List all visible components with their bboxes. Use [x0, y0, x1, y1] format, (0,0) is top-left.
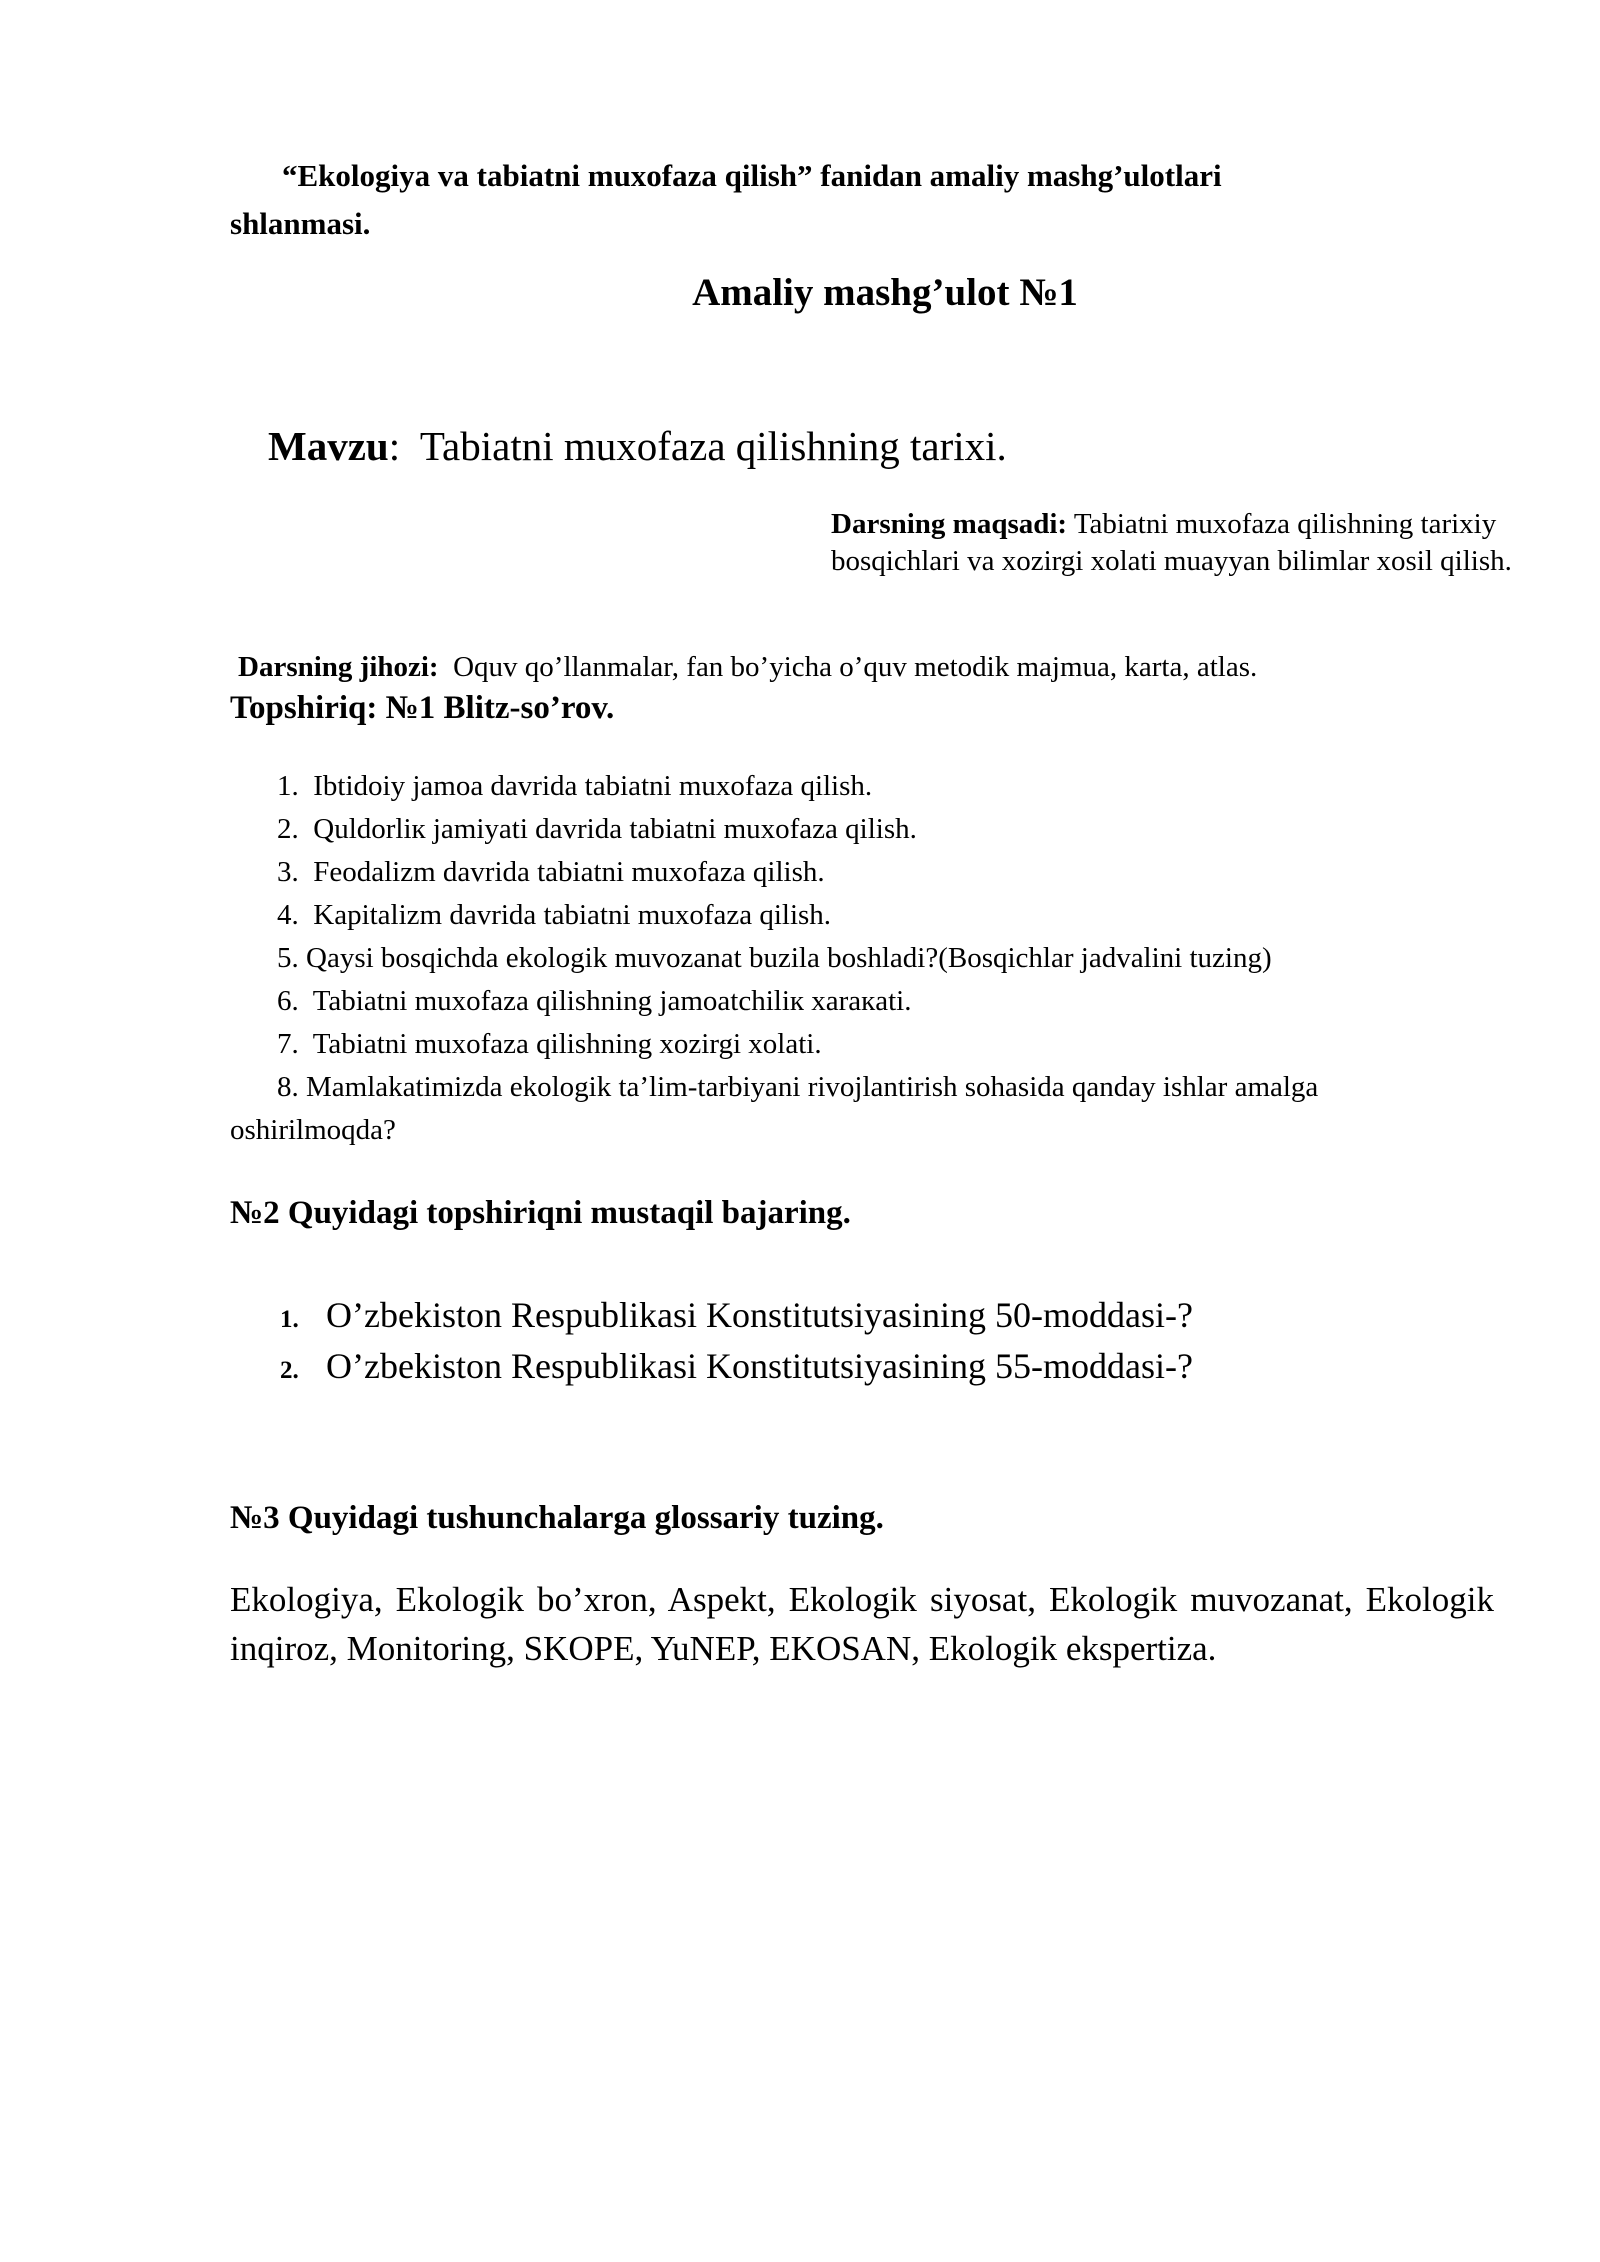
list-item	[280, 1292, 1193, 1343]
list-item-text: Tabiatni muxofaza qilishning xozirgi xolati.	[312, 1028, 822, 1060]
list-item-text: Qaysi bosqichda ekologik muvozanat buzila boshladi?(Bosqichlar jadvalini tuzing)	[306, 942, 1272, 974]
task2-list	[280, 1292, 1193, 1394]
list-item-number: 3.	[277, 856, 299, 888]
heading-line-1: “Ekologiya va tabiatni muxofaza qilish” fanidan amaliy mashg’ulotlari	[282, 158, 1222, 193]
list-item-number: 7.	[277, 1028, 299, 1060]
list-item	[230, 980, 1500, 1023]
list-item-number: 2.	[280, 1357, 299, 1384]
list-item-number: 4.	[277, 899, 299, 931]
heading-line-2: shlanmasi.	[230, 206, 371, 241]
list-item	[230, 937, 1500, 980]
topic-value: Tabiatni muxofaza qilishning tarixi.	[419, 423, 1007, 469]
lesson-title: Amaliy mashg’ulot №1	[692, 271, 1078, 314]
list-item-text: Tabiatni muxofaza qilishning jamoatchiliк хaraкati.	[312, 985, 912, 1017]
task1-list	[230, 765, 1500, 1152]
list-item	[230, 808, 1500, 851]
lesson-goal	[831, 506, 1531, 580]
list-item-number: 1.	[280, 1306, 299, 1333]
list-item	[230, 894, 1500, 937]
topic-separator: :	[388, 423, 401, 469]
list-item-text: Ibtidoiy jamoa davrida tabiatni muxofaza qilish.	[313, 770, 873, 802]
task2-title: №2 Quyidagi topshiriqni mustaqil bajaring.	[230, 1195, 851, 1231]
topic-label: Mavzu	[268, 423, 389, 469]
goal-label: Darsning maqsadi:	[831, 508, 1068, 540]
list-item	[230, 1023, 1500, 1066]
list-item	[280, 1343, 1193, 1394]
document-heading	[230, 152, 1420, 248]
list-item-continuation: oshirilmoqda?	[230, 1114, 396, 1146]
task3-title: №3 Quyidagi tushunchalarga glossariy tuzing.	[230, 1500, 884, 1536]
list-item-text: Quldorliк jamiyati davrida tabiatni muxofaza qilish.	[313, 813, 917, 845]
list-item-text: Mamlakatimizda ekologik ta’lim-tarbiyani rivojlantirish sohasida qanday ishlar amalga	[306, 1071, 1319, 1103]
list-item	[230, 1066, 1500, 1109]
glossary-terms: Ekologiya, Ekologik bo’xron, Aspekt, Ekologik siyosat, Ekologik muvozanat, Ekologik inqiroz, Monitoring, SKOPE, YuNEP, EKOSAN, Ekologik ekspertiza.	[230, 1580, 1494, 1668]
list-item	[230, 851, 1500, 894]
list-item-number: 8.	[277, 1071, 299, 1103]
list-item-text: O’zbekiston Respublikasi Konstitutsiyasining 55-moddasi-?	[326, 1346, 1193, 1386]
lesson-equipment	[238, 651, 1257, 684]
task1-title: Topshiriq: №1 Blitz-so’rov.	[230, 690, 615, 726]
list-item-number: 6.	[277, 985, 299, 1017]
list-item-text: O’zbekiston Respublikasi Konstitutsiyasining 50-moddasi-?	[326, 1295, 1193, 1335]
list-item-number: 2.	[277, 813, 299, 845]
list-item-number: 5.	[277, 942, 299, 974]
equipment-value: Oquv qo’llanmalar, fan bo’yicha o’quv metodik majmua, karta, atlas.	[453, 651, 1258, 683]
list-item-text: Feodalizm davrida tabiatni muxofaza qilish.	[313, 856, 825, 888]
equipment-label: Darsning jihozi:	[238, 651, 439, 683]
goal-value: Tabiatni muxofaza qilishning tarixiy bosqichlari va xozirgi xolati muayyan bilimlar xosil qilish.	[831, 508, 1512, 577]
list-item-number: 1.	[277, 770, 299, 802]
list-item	[230, 765, 1500, 808]
topic-line	[268, 422, 1007, 470]
list-item-text: Kapitalizm davrida tabiatni muxofaza qilish.	[313, 899, 832, 931]
